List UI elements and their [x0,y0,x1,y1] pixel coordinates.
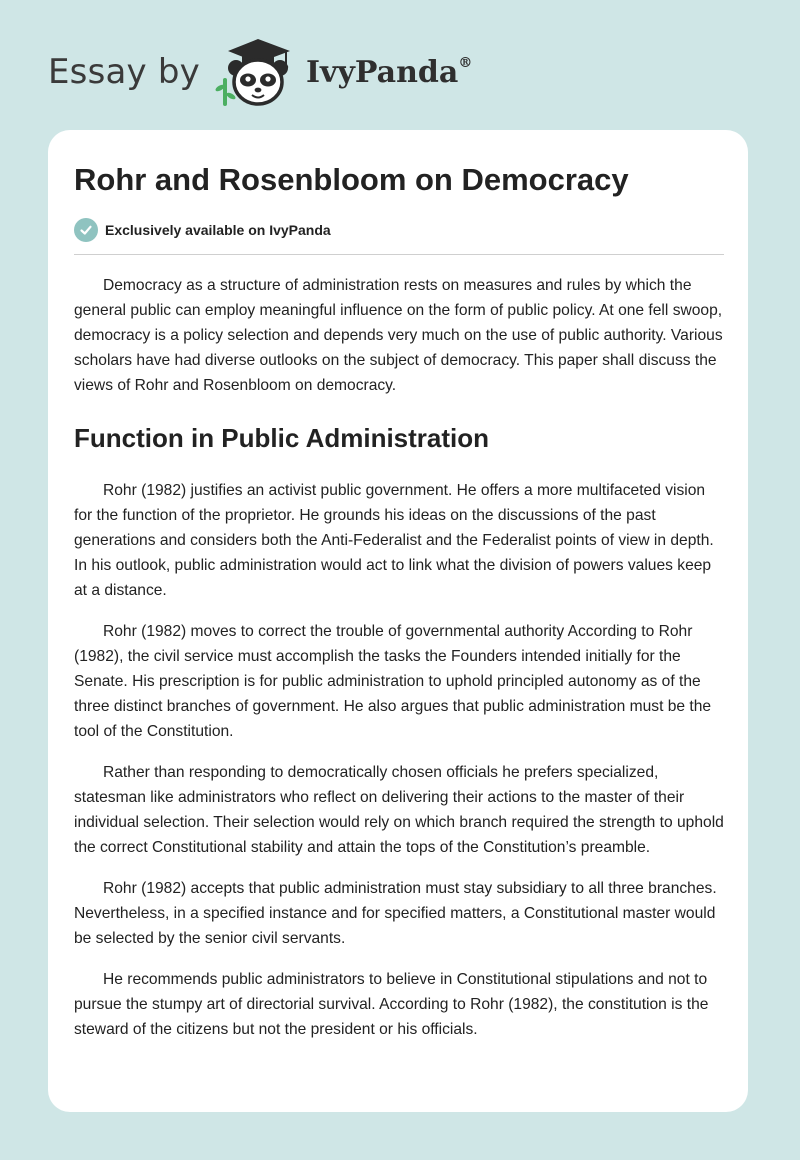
page-title: Rohr and Rosenbloom on Democracy [74,162,629,197]
brand-name[interactable] [306,55,472,90]
body-paragraph: Rohr (1982) moves to correct the trouble of governmental authority According to Rohr (1982), the civil service must accomplish the tasks the Founders intended initially for the Senate. His prescription is for public administration to uphold principled autonomy as of the three distinct branches of government. He also argues that public administration must be the tool of the Constitution. [74,623,712,740]
brand-prefix: Essay by [48,52,200,92]
site-header [48,34,472,110]
body-paragraph: Rohr (1982) justifies an activist public government. He offers a more multifaceted vision for the function of the proprietor. He grounds his ideas on the discussions of the past generations and considers both the Anti-Federalist and the Federalist points of view in depth. In his outlook, public administration would act to link what the division of powers values keep at a distance. [74,482,714,599]
check-circle-icon [74,218,98,242]
body-paragraph: He recommends public administrators to believe in Constitutional stipulations and not to pursue the stumpy art of directorial survival. According to Rohr (1982), the constitution is the steward of the citizens but not the president or his officials. [74,971,709,1038]
brand-name-text: IvyPanda [305,54,459,90]
registered-mark: ® [458,54,473,71]
essay-card [48,130,748,1112]
exclusive-badge-text: Exclusively available on IvyPanda [105,222,331,238]
body-paragraph: Rather than responding to democratically chosen officials he prefers specialized, statesman like administrators who reflect on delivering their actions to the master of their individual selection. Their selection would rely on which branch required the strength to uphold the correct Constitutional stability and attain the tops of the Constitution’s preamble. [74,764,724,856]
intro-paragraph: Democracy as a structure of administration rests on measures and rules by which the general public can employ meaningful influence on the form of public policy. At one fell swoop, democracy is a policy selection and depends very much on the use of public authority. Various scholars have had diverse outlooks on the subject of democracy. This paper shall discuss the views of Rohr and Rosenbloom on democracy. [74,277,723,394]
exclusive-badge [74,218,724,242]
essay-content [74,160,724,1042]
section-heading: Function in Public Administration [74,423,490,453]
panda-logo-icon[interactable] [214,34,300,110]
body-paragraph: Rohr (1982) accepts that public administration must stay subsidiary to all three branches. Nevertheless, in a specified instance and for specified matters, a Constitutional master would be selected by the senior civil servants. [74,880,717,947]
divider [74,254,724,255]
